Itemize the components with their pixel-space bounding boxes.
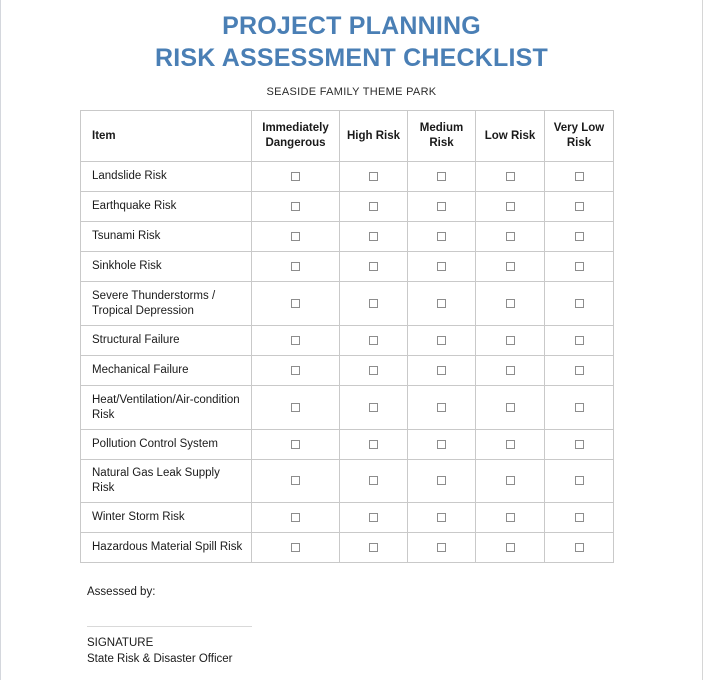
table-row [81,192,614,222]
column-header-immediately-dangerous: Immediately Dangerous [252,111,340,162]
checkbox-cell-medium_risk[interactable] [408,533,476,563]
checkbox-high_risk[interactable] [369,232,378,241]
checkbox-high_risk[interactable] [369,440,378,449]
checkbox-cell-high_risk[interactable] [340,503,408,533]
checkbox-medium_risk[interactable] [437,403,446,412]
checkbox-high_risk[interactable] [369,336,378,345]
risk-item-label: Hazardous Material Spill Risk [81,533,252,563]
checkbox-cell-immediately_dangerous[interactable] [252,356,340,386]
checkbox-cell-low_risk[interactable] [476,460,545,503]
checkbox-cell-high_risk[interactable] [340,430,408,460]
checkbox-very_low_risk[interactable] [575,543,584,552]
checkbox-low_risk[interactable] [506,262,515,271]
checkbox-high_risk[interactable] [369,543,378,552]
signature-label: SIGNATURE [87,637,154,649]
checkbox-low_risk[interactable] [506,543,515,552]
checkbox-very_low_risk[interactable] [575,172,584,181]
checkbox-cell-very_low_risk[interactable] [545,460,614,503]
checkbox-cell-medium_risk[interactable] [408,326,476,356]
checkbox-immediately_dangerous[interactable] [291,262,300,271]
checkbox-cell-low_risk[interactable] [476,192,545,222]
checkbox-cell-very_low_risk[interactable] [545,356,614,386]
checkbox-very_low_risk[interactable] [575,403,584,412]
checkbox-cell-medium_risk[interactable] [408,252,476,282]
checkbox-very_low_risk[interactable] [575,232,584,241]
checkbox-immediately_dangerous[interactable] [291,202,300,211]
risk-item-label: Severe Thunderstorms / Tropical Depression [81,282,252,326]
table-row [81,326,614,356]
risk-checklist-table [80,110,614,563]
table-header-row [81,111,614,162]
risk-item-label: Pollution Control System [81,430,252,460]
checkbox-cell-medium_risk[interactable] [408,386,476,430]
checkbox-cell-immediately_dangerous[interactable] [252,430,340,460]
risk-item-label: Tsunami Risk [81,222,252,252]
checkbox-medium_risk[interactable] [437,366,446,375]
checkbox-low_risk[interactable] [506,366,515,375]
doc-title-line-2: RISK ASSESSMENT CHECKLIST [154,44,548,72]
table-row [81,503,614,533]
checkbox-cell-medium_risk[interactable] [408,503,476,533]
checkbox-cell-medium_risk[interactable] [408,282,476,326]
checkbox-cell-low_risk[interactable] [476,356,545,386]
doc-subtitle: SEASIDE FAMILY THEME PARK [266,86,437,98]
checkbox-cell-high_risk[interactable] [340,460,408,503]
checkbox-cell-low_risk[interactable] [476,533,545,563]
doc-title-line-1: PROJECT PLANNING [222,12,481,40]
table-row [81,430,614,460]
checkbox-cell-immediately_dangerous[interactable] [252,162,340,192]
checkbox-medium_risk[interactable] [437,513,446,522]
checkbox-very_low_risk[interactable] [575,513,584,522]
checkbox-immediately_dangerous[interactable] [291,336,300,345]
checkbox-immediately_dangerous[interactable] [291,299,300,308]
checkbox-cell-low_risk[interactable] [476,326,545,356]
checkbox-very_low_risk[interactable] [575,336,584,345]
signature-block [87,586,507,667]
checkbox-cell-medium_risk[interactable] [408,460,476,503]
title-block [1,0,702,98]
table-row [81,162,614,192]
risk-item-label: Sinkhole Risk [81,252,252,282]
checkbox-cell-low_risk[interactable] [476,162,545,192]
column-header-high-risk: High Risk [340,111,408,162]
checkbox-cell-high_risk[interactable] [340,282,408,326]
checkbox-high_risk[interactable] [369,202,378,211]
checkbox-very_low_risk[interactable] [575,299,584,308]
signature-role: State Risk & Disaster Officer [87,653,233,665]
checkbox-cell-high_risk[interactable] [340,222,408,252]
checkbox-cell-low_risk[interactable] [476,503,545,533]
table-body [81,162,614,563]
column-header-medium-risk: Medium Risk [408,111,476,162]
checkbox-high_risk[interactable] [369,513,378,522]
checkbox-very_low_risk[interactable] [575,262,584,271]
checkbox-very_low_risk[interactable] [575,366,584,375]
checkbox-cell-low_risk[interactable] [476,222,545,252]
checkbox-cell-medium_risk[interactable] [408,162,476,192]
column-header-low-risk: Low Risk [476,111,545,162]
column-header-very-low-risk: Very Low Risk [545,111,614,162]
table-row [81,222,614,252]
checkbox-cell-very_low_risk[interactable] [545,222,614,252]
table-row [81,533,614,563]
checkbox-immediately_dangerous[interactable] [291,403,300,412]
checkbox-medium_risk[interactable] [437,232,446,241]
checkbox-low_risk[interactable] [506,299,515,308]
checkbox-cell-medium_risk[interactable] [408,192,476,222]
checkbox-very_low_risk[interactable] [575,476,584,485]
checkbox-medium_risk[interactable] [437,440,446,449]
signature-line [87,626,252,627]
checkbox-high_risk[interactable] [369,403,378,412]
table-row [81,460,614,503]
checkbox-cell-immediately_dangerous[interactable] [252,503,340,533]
risk-item-label: Natural Gas Leak Supply Risk [81,460,252,503]
assessed-by-label: Assessed by: [87,586,156,598]
checkbox-high_risk[interactable] [369,262,378,271]
checkbox-cell-medium_risk[interactable] [408,222,476,252]
checkbox-high_risk[interactable] [369,476,378,485]
checkbox-cell-high_risk[interactable] [340,326,408,356]
risk-item-label: Earthquake Risk [81,192,252,222]
checkbox-cell-high_risk[interactable] [340,162,408,192]
risk-item-label: Winter Storm Risk [81,503,252,533]
checkbox-medium_risk[interactable] [437,299,446,308]
checkbox-high_risk[interactable] [369,299,378,308]
table-row [81,356,614,386]
checkbox-very_low_risk[interactable] [575,202,584,211]
risk-item-label: Heat/Ventilation/Air-condition Risk [81,386,252,430]
checkbox-cell-very_low_risk[interactable] [545,252,614,282]
checkbox-cell-medium_risk[interactable] [408,356,476,386]
checkbox-cell-very_low_risk[interactable] [545,326,614,356]
checkbox-cell-immediately_dangerous[interactable] [252,192,340,222]
checkbox-low_risk[interactable] [506,232,515,241]
table-row [81,252,614,282]
checkbox-cell-very_low_risk[interactable] [545,533,614,563]
checkbox-immediately_dangerous[interactable] [291,543,300,552]
risk-checklist-table-wrap [80,110,613,563]
checkbox-medium_risk[interactable] [437,543,446,552]
checkbox-cell-very_low_risk[interactable] [545,162,614,192]
checkbox-immediately_dangerous[interactable] [291,232,300,241]
checkbox-cell-high_risk[interactable] [340,192,408,222]
checkbox-low_risk[interactable] [506,476,515,485]
column-header-item: Item [81,111,252,162]
checkbox-cell-immediately_dangerous[interactable] [252,460,340,503]
checkbox-cell-very_low_risk[interactable] [545,282,614,326]
checkbox-high_risk[interactable] [369,366,378,375]
table-row [81,282,614,326]
risk-item-label: Landslide Risk [81,162,252,192]
checkbox-low_risk[interactable] [506,513,515,522]
checkbox-immediately_dangerous[interactable] [291,172,300,181]
checkbox-immediately_dangerous[interactable] [291,440,300,449]
checkbox-cell-low_risk[interactable] [476,252,545,282]
risk-item-label: Mechanical Failure [81,356,252,386]
checkbox-high_risk[interactable] [369,172,378,181]
checkbox-medium_risk[interactable] [437,172,446,181]
checkbox-low_risk[interactable] [506,403,515,412]
checkbox-cell-very_low_risk[interactable] [545,430,614,460]
checkbox-cell-very_low_risk[interactable] [545,386,614,430]
checkbox-low_risk[interactable] [506,336,515,345]
checkbox-cell-immediately_dangerous[interactable] [252,222,340,252]
checkbox-cell-low_risk[interactable] [476,430,545,460]
checkbox-cell-low_risk[interactable] [476,282,545,326]
checkbox-cell-medium_risk[interactable] [408,430,476,460]
checkbox-immediately_dangerous[interactable] [291,476,300,485]
checkbox-cell-very_low_risk[interactable] [545,192,614,222]
checkbox-cell-high_risk[interactable] [340,356,408,386]
checkbox-immediately_dangerous[interactable] [291,366,300,375]
checkbox-cell-immediately_dangerous[interactable] [252,533,340,563]
table-header [81,111,614,162]
checkbox-medium_risk[interactable] [437,476,446,485]
checkbox-cell-high_risk[interactable] [340,252,408,282]
checkbox-immediately_dangerous[interactable] [291,513,300,522]
checkbox-cell-immediately_dangerous[interactable] [252,326,340,356]
checkbox-very_low_risk[interactable] [575,440,584,449]
table-row [81,386,614,430]
risk-item-label: Structural Failure [81,326,252,356]
checkbox-low_risk[interactable] [506,172,515,181]
checkbox-cell-immediately_dangerous[interactable] [252,282,340,326]
checkbox-cell-immediately_dangerous[interactable] [252,386,340,430]
checkbox-cell-immediately_dangerous[interactable] [252,252,340,282]
checkbox-low_risk[interactable] [506,440,515,449]
checkbox-cell-high_risk[interactable] [340,533,408,563]
checkbox-medium_risk[interactable] [437,262,446,271]
checkbox-cell-low_risk[interactable] [476,386,545,430]
checkbox-medium_risk[interactable] [437,202,446,211]
checkbox-cell-high_risk[interactable] [340,386,408,430]
checkbox-cell-very_low_risk[interactable] [545,503,614,533]
checkbox-medium_risk[interactable] [437,336,446,345]
checkbox-low_risk[interactable] [506,202,515,211]
